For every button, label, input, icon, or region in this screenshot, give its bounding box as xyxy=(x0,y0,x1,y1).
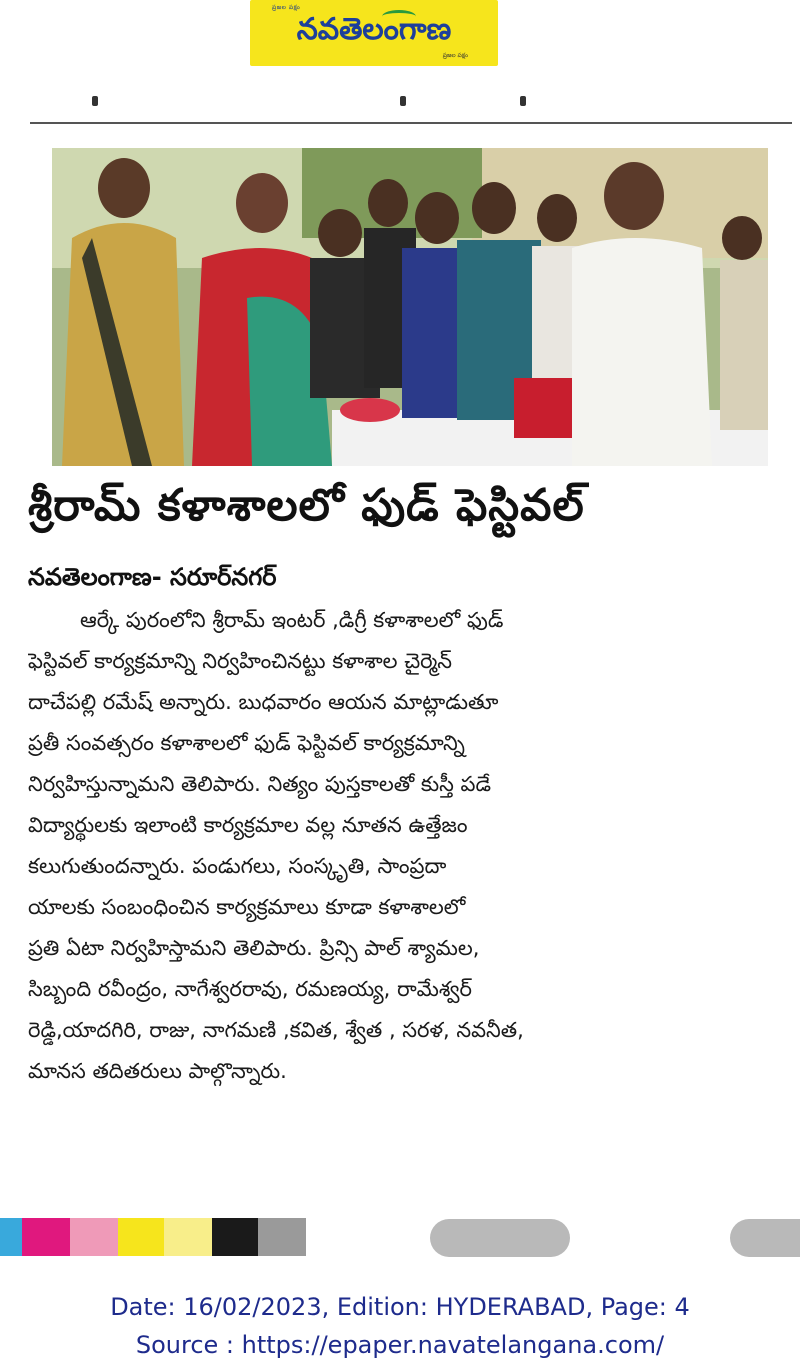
masthead-tagline: ప్రజల పక్షం xyxy=(442,52,468,59)
color-swatch-gray xyxy=(258,1218,306,1256)
article-line: ఆర్కే పురంలోని శ్రీరామ్ ఇంటర్ ,డిగ్రీ కళాశాలలో ఫుడ్ xyxy=(80,608,504,632)
footer-date-edition: Date: 16/02/2023, Edition: HYDERABAD, Page: 4 xyxy=(110,1293,690,1321)
article-line: ప్రతి ఏటా నిర్వహిస్తామని తెలిపారు. ప్రిన్సి పాల్ శ్యామల, xyxy=(28,936,480,960)
column-mark xyxy=(400,96,406,106)
color-swatch-pink xyxy=(70,1218,118,1256)
masthead-title: నవతెలంగాణ xyxy=(296,12,452,47)
color-swatch-cyan xyxy=(0,1218,22,1256)
column-mark xyxy=(92,96,98,106)
article-line: సిబ్బంది రవీంద్రం, నాగేశ్వరరావు, రమణయ్య, రామేశ్వర్ xyxy=(28,977,472,1001)
top-column-marks xyxy=(0,92,800,112)
registration-mark xyxy=(430,1219,570,1257)
article-line: నిర్వహిస్తున్నామని తెలిపారు. నిత్యం పుస్తకాలతో కుస్తీ పడే xyxy=(28,772,491,796)
color-calibration-bar xyxy=(0,1218,800,1258)
masthead-small-text: ప్రజల పక్షం xyxy=(272,4,301,11)
color-swatch-yellow xyxy=(118,1218,164,1256)
article-dateline: నవతెలంగాణ- సరూర్‌నగర్ xyxy=(28,563,277,591)
article-line: ఫెస్టివల్ కార్యక్రమాన్ని నిర్వహించినట్టు కళాశాల చైర్మెన్ xyxy=(28,649,453,673)
registration-mark xyxy=(730,1219,800,1257)
masthead-logo xyxy=(250,0,498,66)
article-line: దాచేపల్లి రమేష్ అన్నారు. బుధవారం ఆయన మాట్లాడుతూ xyxy=(28,690,499,714)
news-photo xyxy=(52,148,768,466)
article-line: రెడ్డి,యాదగిరి, రాజు, నాగమణి ,కవిత, శ్వేత , సరళ, నవనీత, xyxy=(28,1018,524,1042)
color-swatch-magenta xyxy=(22,1218,70,1256)
color-swatch-black xyxy=(212,1218,258,1256)
footer-source: Source : https://epaper.navatelangana.com/ xyxy=(135,1331,665,1359)
top-rule xyxy=(30,122,792,124)
color-swatch-light-yellow xyxy=(164,1218,212,1256)
article-line: ప్రతీ సంవత్సరం కళాశాలలో ఫుడ్ ఫెస్టివల్ కార్యక్రమాన్ని xyxy=(28,731,465,755)
article-headline: శ్రీరామ్ కళాశాలలో ఫుడ్ ఫెస్టివల్ xyxy=(28,480,585,531)
column-mark xyxy=(520,96,526,106)
article-line: కలుగుతుందన్నారు. పండుగలు, సంస్కృతి, సాంప్రదా xyxy=(28,854,447,878)
article-body xyxy=(28,600,772,1092)
article-line: విద్యార్థులకు ఇలాంటి కార్యక్రమాల వల్ల నూతన ఉత్తేజం xyxy=(28,813,468,837)
article-line: మానస తదితరులు పాల్గొన్నారు. xyxy=(28,1059,287,1083)
article-line: యాలకు సంబంధించిన కార్యక్రమాలు కూడా కళాశాలలో xyxy=(28,895,466,919)
photo-illustration xyxy=(52,148,768,466)
